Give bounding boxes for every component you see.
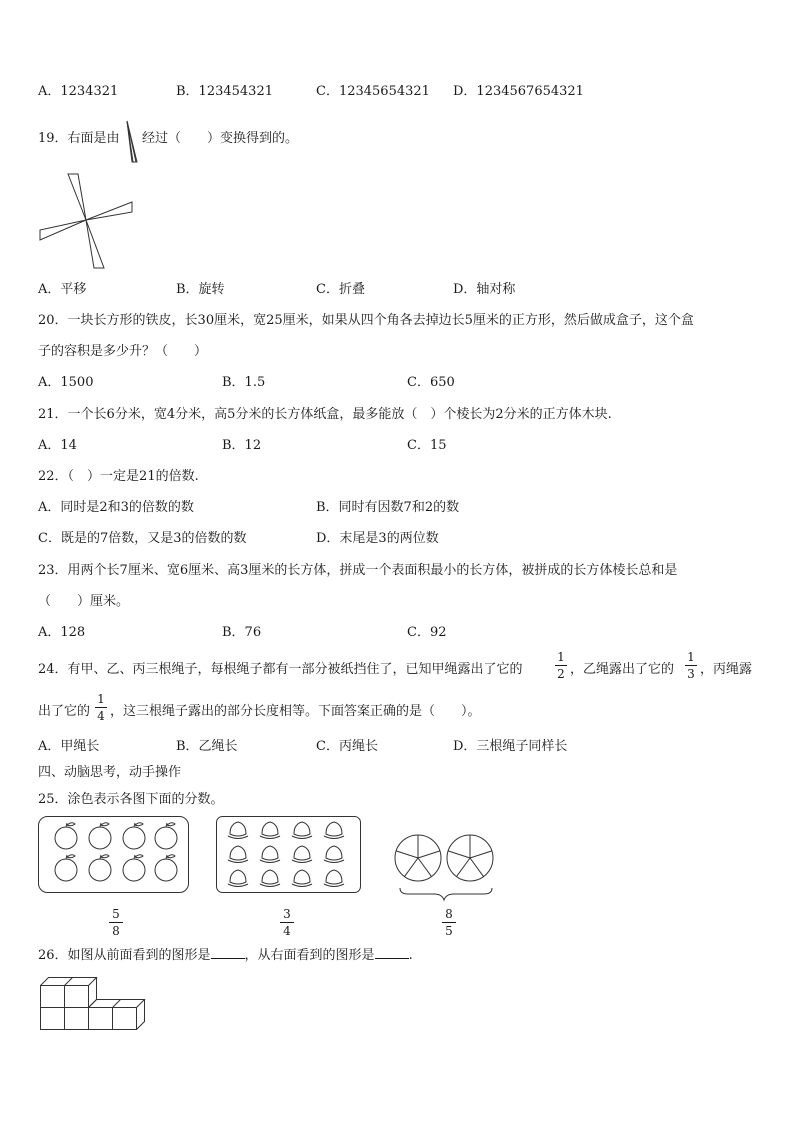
peach-icon: [324, 846, 344, 863]
peach-icon: [324, 822, 344, 839]
q19-stem-pre: 19．右面是由: [38, 131, 120, 146]
peach-icon: [228, 846, 248, 863]
fraction-bar: [555, 665, 567, 666]
q19-triangle-figure: [126, 120, 138, 164]
peach-icon: [228, 870, 248, 887]
q24-option-b: B．乙绳长: [176, 739, 238, 754]
q19-stem-post: 经过（ ）变换得到的。: [142, 131, 299, 146]
peach-icons: [228, 822, 344, 887]
q18-option-b: B．123454321: [176, 84, 273, 99]
pie-circle: [395, 835, 441, 881]
q23-option-a: A．128: [38, 625, 86, 640]
q19-option-d: D．轴对称: [453, 282, 516, 297]
peach-icon: [228, 822, 248, 839]
q18-option-a: A．1234321: [38, 84, 119, 99]
q23-option-c: C．92: [407, 625, 447, 640]
q24-line1-a: 24．有甲、乙、丙三根绳子，每根绳子都有一部分被纸挡住了，已知甲绳露出了它的: [38, 662, 523, 677]
q24-option-c: C．丙绳长: [316, 739, 378, 754]
fraction-numerator: 1: [687, 650, 695, 664]
peach-icon: [324, 870, 344, 887]
fraction-numerator: 3: [283, 907, 291, 921]
fraction-bar: [685, 665, 697, 666]
fraction-bar: [442, 922, 456, 923]
apple-icon: [55, 855, 77, 881]
q21-option-c: C．15: [407, 438, 447, 453]
q26-text-2: ，从右面看到的图形是: [244, 948, 375, 963]
fraction-denominator: 3: [687, 667, 695, 681]
q25-peaches-box: [216, 816, 362, 894]
q21-option-b: B．12: [222, 438, 262, 453]
answer-blank-right[interactable]: [375, 958, 409, 959]
q20-option-b: B．1.5: [222, 375, 266, 390]
q23-option-b: B．76: [222, 625, 262, 640]
apple-icon: [155, 855, 177, 881]
q19-option-b: B．旋转: [176, 282, 225, 297]
q24-option-d: D．三根绳子同样长: [453, 739, 568, 754]
peach-icon: [260, 870, 280, 887]
fraction-numerator: 8: [445, 907, 453, 921]
q26-text-1: 26．如图从前面看到的图形是: [38, 948, 211, 963]
fraction-bar: [109, 922, 123, 923]
q22-option-c: C．既是的7倍数，又是3的倍数的数: [38, 531, 247, 546]
q24-line2-b: ，这三根绳子露出的部分长度相等。下面答案正确的是（ ）。: [110, 704, 481, 719]
q25-circles-figure: [394, 834, 500, 904]
q24-line2-a: 出了它的: [38, 704, 91, 719]
q24-fraction-1-4: [95, 692, 107, 723]
fraction-bar: [95, 707, 107, 708]
q23-line2: （ ）厘米。: [38, 594, 130, 609]
q18-option-d: D．1234567654321: [453, 84, 584, 99]
fraction-denominator: 4: [283, 924, 291, 938]
q24-fraction-1-3: [685, 650, 697, 681]
answer-blank-front[interactable]: [211, 958, 245, 959]
curly-brace: [400, 888, 492, 900]
fraction-denominator: 2: [557, 667, 565, 681]
apple-icon: [123, 823, 145, 849]
q24-option-a: A．甲绳长: [38, 739, 100, 754]
q25-fraction-5-8: [109, 907, 123, 938]
q20-line2: 子的容积是多少升？（ ）: [38, 344, 208, 359]
fraction-numerator: 1: [97, 692, 105, 706]
q21-option-a: A．14: [38, 438, 77, 453]
peach-icon: [292, 870, 312, 887]
q19-pinwheel-figure: [38, 174, 134, 270]
apple-icon: [89, 823, 111, 849]
q19-option-c: C．折叠: [316, 282, 365, 297]
pie-circle: [447, 835, 493, 881]
q22-option-d: D．末尾是3的两位数: [316, 531, 439, 546]
q20-option-c: C．650: [407, 375, 455, 390]
q23-line1: 23．用两个长7厘米、宽6厘米、高3厘米的长方体，拼成一个表面积最小的长方体，被拼成的长方体棱长总和是: [38, 563, 678, 578]
fraction-denominator: 8: [112, 924, 120, 938]
fraction-numerator: 5: [112, 907, 120, 921]
q19-option-a: A．平移: [38, 282, 87, 297]
peach-icon: [260, 846, 280, 863]
q22-line1: 22．（ ）一定是21的倍数.: [38, 469, 199, 484]
apple-icon: [123, 855, 145, 881]
q22-option-a: A．同时是2和3的倍数的数: [38, 500, 194, 515]
q25-apples-box: [38, 816, 190, 894]
q24-line1-c: ，丙绳露: [700, 662, 753, 677]
peach-icon: [292, 846, 312, 863]
apple-icon: [89, 855, 111, 881]
q21-line1: 21．一个长6分米，宽4分米，高5分米的长方体纸盒，最多能放（ ）个棱长为2分米的正方体木块.: [38, 407, 612, 422]
fraction-numerator: 1: [557, 650, 565, 664]
q24-line1-b: ，乙绳露出了它的: [570, 662, 675, 677]
q24-fraction-1-2: [555, 650, 567, 681]
q20-option-a: A．1500: [38, 375, 94, 390]
fraction-bar: [280, 922, 294, 923]
q20-line1: 20．一块长方形的铁皮，长30厘米，宽25厘米，如果从四个角各去掉边长5厘米的正方形，然后做成盒子，这个盒: [38, 313, 694, 328]
q26-cubes-figure: [40, 976, 152, 1032]
q26-line: [38, 948, 413, 964]
apple-icon: [55, 823, 77, 849]
fraction-denominator: 5: [445, 924, 453, 938]
peach-icon: [260, 822, 280, 839]
apple-icons: [55, 823, 177, 881]
q25-fraction-3-4: [280, 907, 294, 938]
section-heading: 四、动脑思考，动手操作: [38, 765, 182, 780]
fraction-denominator: 4: [97, 709, 105, 723]
apple-icon: [155, 823, 177, 849]
q26-text-3: .: [408, 948, 413, 963]
q25-fraction-8-5: [442, 907, 456, 938]
q18-option-c: C．12345654321: [316, 84, 430, 99]
q25-line1: 25．涂色表示各图下面的分数。: [38, 792, 224, 807]
peach-icon: [292, 822, 312, 839]
q22-option-b: B．同时有因数7和2的数: [316, 500, 460, 515]
